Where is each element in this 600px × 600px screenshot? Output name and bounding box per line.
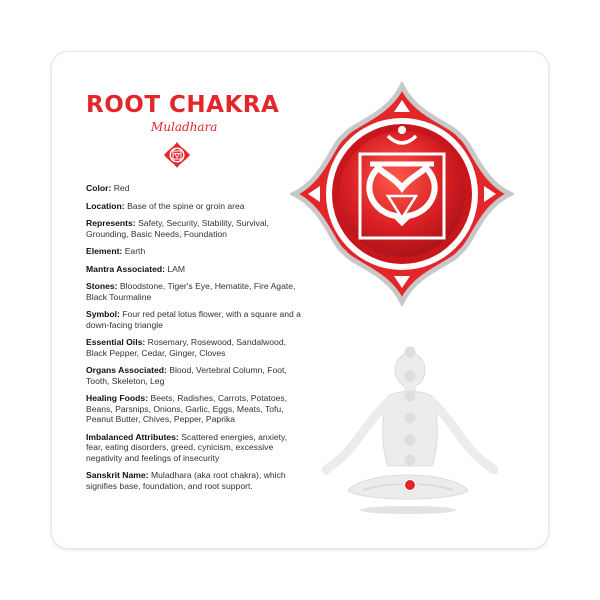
attribute-row: Mantra Associated: LAM: [86, 263, 186, 274]
page-title: ROOT CHAKRA: [86, 92, 280, 118]
attribute-row: Imbalanced Attributes: Scattered energies, anxiety, fear, eating disorders, greed, cynicism, excessive negativity and feelings of insecurity: [86, 431, 288, 463]
page-subtitle: Muladhara: [151, 120, 218, 134]
attribute-list: [86, 183, 301, 498]
attribute-row: Element: Earth: [86, 246, 146, 257]
attribute-row: Healing Foods: Beets, Radishes, Carrots, Potatoes, Beans, Parsnips, Onions, Garlic, Eggs, Meats, Tofu, Peanut Butter, Chives, Pepper, Paprika: [86, 393, 288, 425]
attribute-row: Symbol: Four red petal lotus flower, with a square and a down-facing triangle: [86, 309, 301, 330]
attribute-row: Represents: Safety, Security, Stability, Survival, Grounding, Basic Needs, Foundation: [86, 218, 269, 239]
attribute-row: Location: Base of the spine or groin area: [86, 200, 245, 211]
meditation-figure: [318, 340, 498, 515]
attribute-row: Color: Red: [86, 183, 130, 193]
attribute-row: Sanskrit Name: Muladhara (aka root chakra), which signifies base, foundation, and root support.: [86, 470, 286, 491]
attribute-row: Stones: Bloodstone, Tiger's Eye, Hematite, Fire Agate, Black Tourmaline: [86, 281, 296, 302]
attribute-row: Organs Associated: Blood, Vertebral Column, Foot, Tooth, Skeleton, Leg: [86, 365, 287, 386]
attribute-row: Essential Oils: Rosemary, Rosewood, Sandalwood, Black Pepper, Cedar, Ginger, Cloves: [86, 337, 286, 358]
root-chakra-small-icon: [162, 140, 192, 170]
root-chakra-lotus-symbol: [290, 82, 514, 306]
